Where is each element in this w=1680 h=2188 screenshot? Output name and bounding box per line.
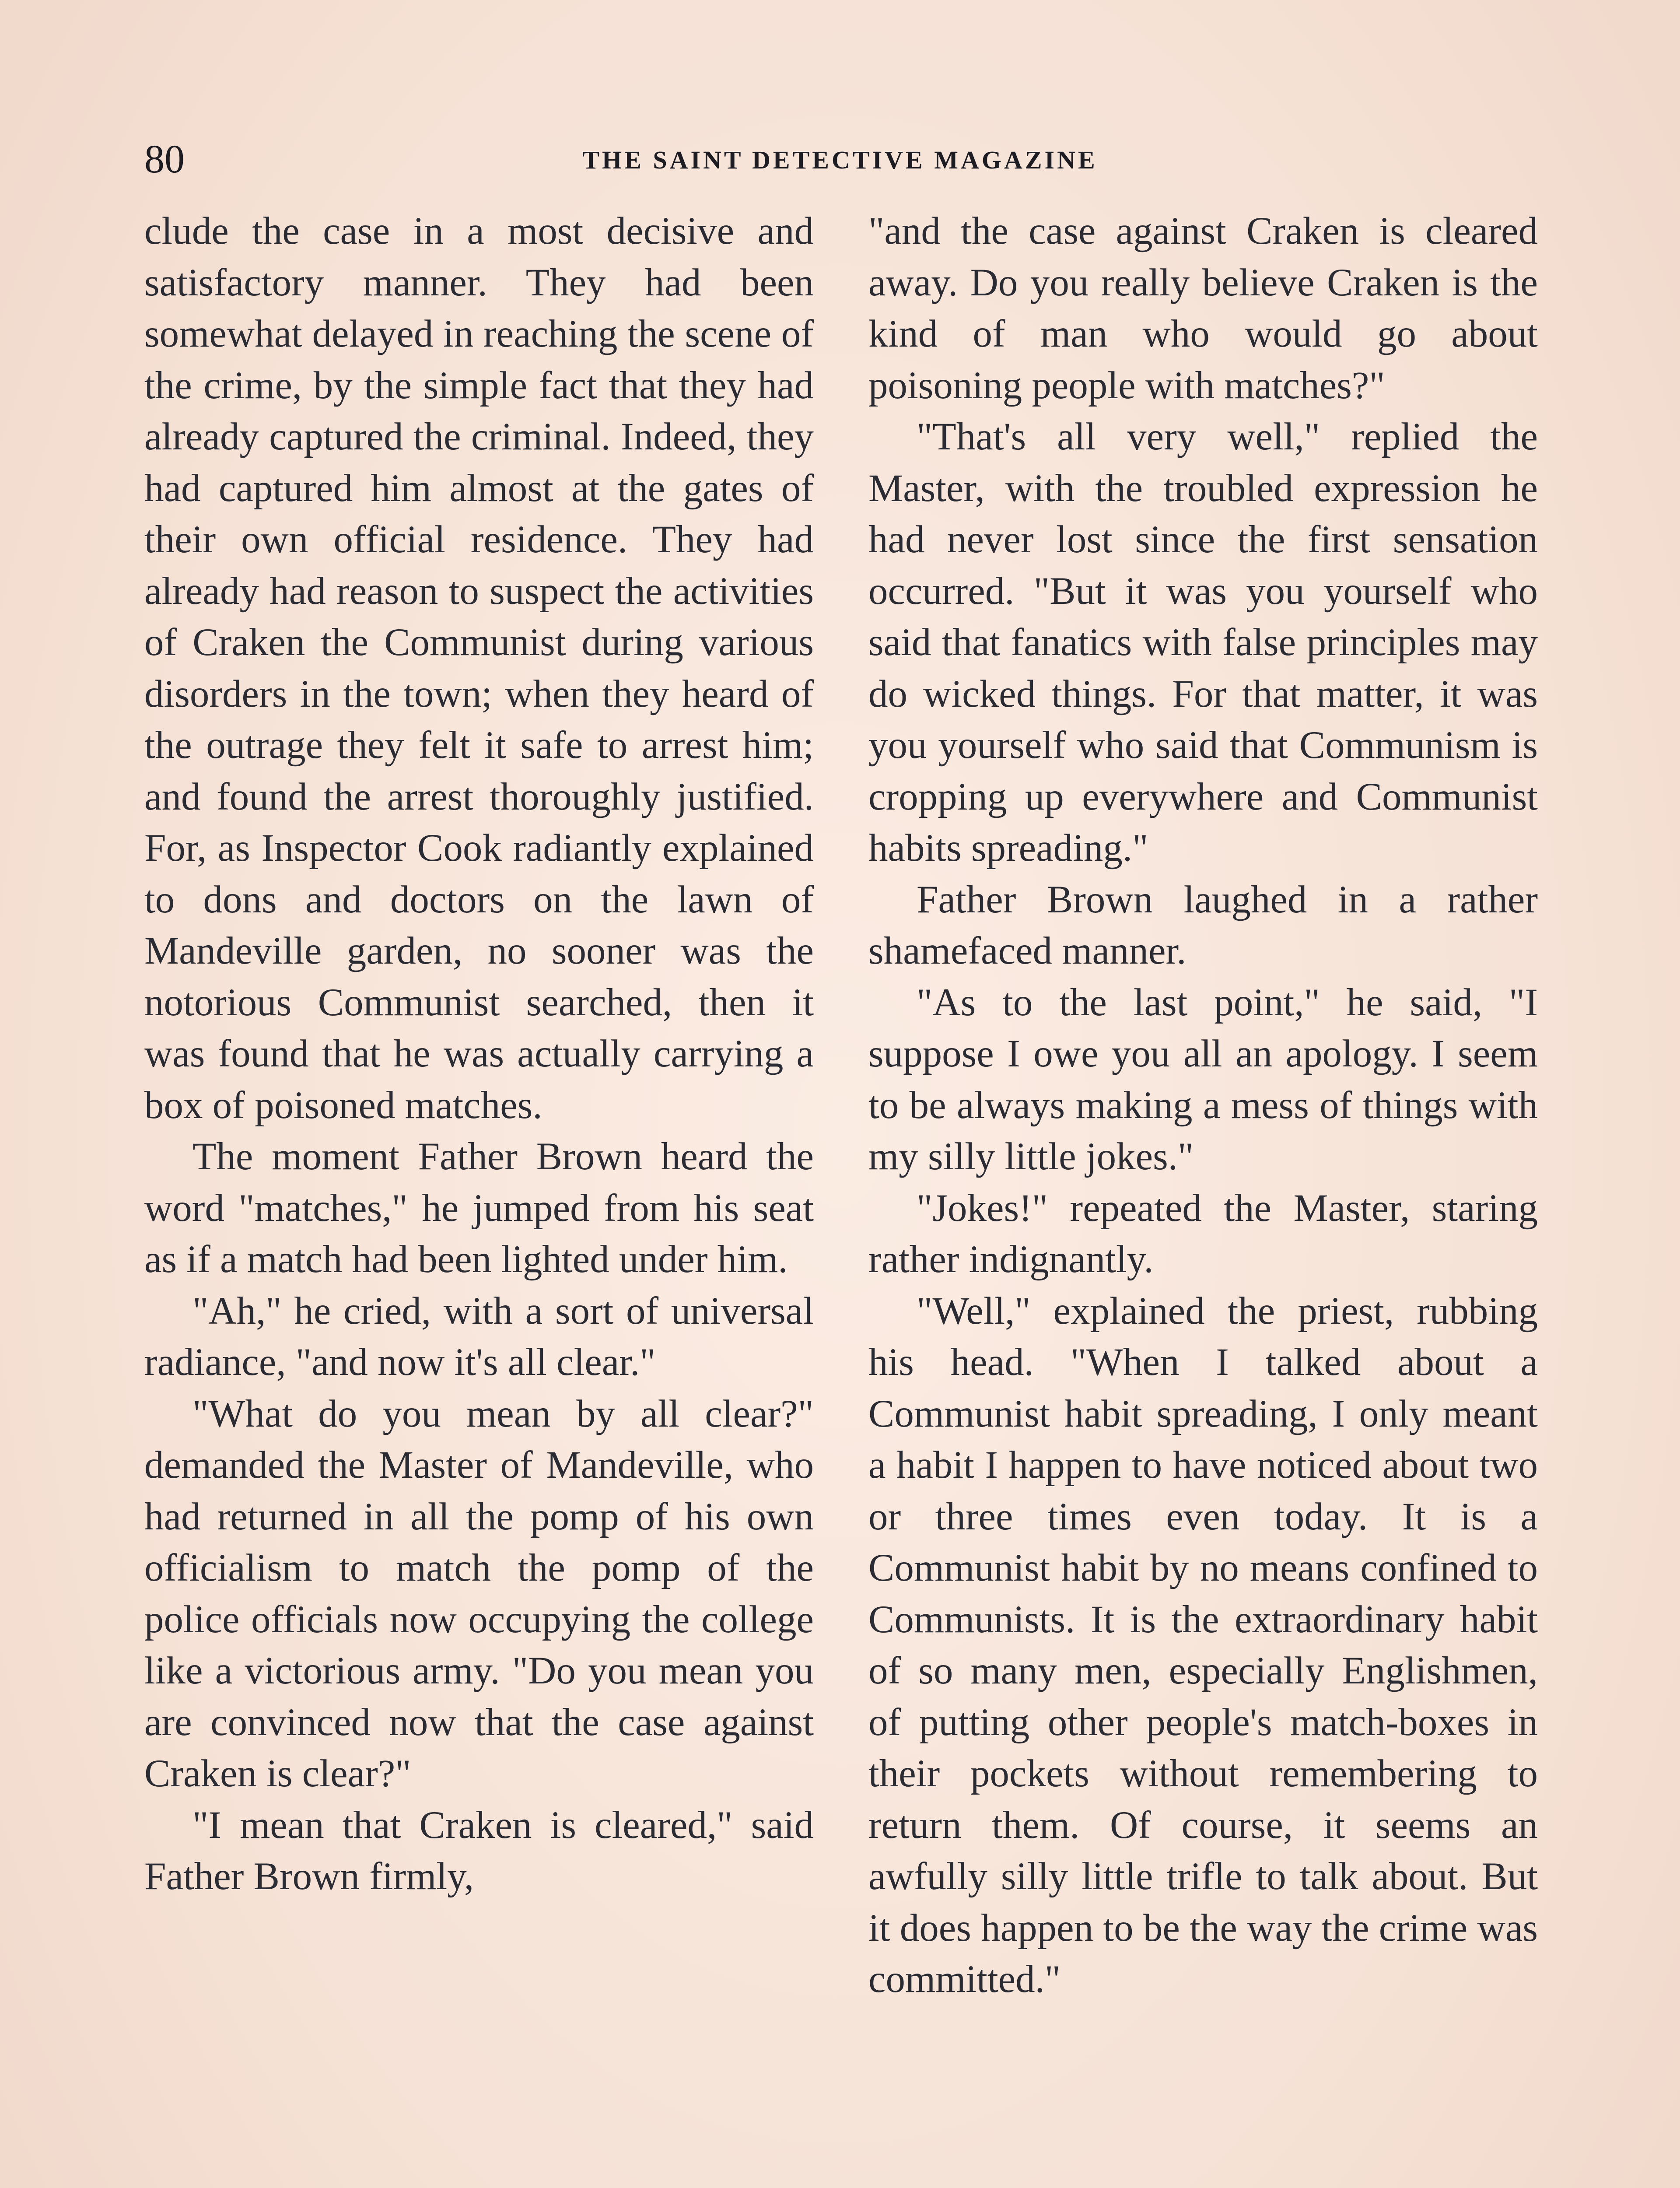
right-column [868,206,1538,2006]
paragraph: "What do you mean by all clear?" demanded the Master of Mandeville, who had returned in all the pomp of his own officialism to match the pomp of the police officials now occupying the college like a victorious army. "Do you mean you are convinced now that the case against Craken is clear?" [144,1392,814,1795]
running-head: THE SAINT DETECTIVE MAGAZINE [582,146,1098,174]
paragraph: "and the case against Craken is cleared away. Do you really believe Craken is the kind of man who would go about poisoning people with matches?" [868,210,1538,407]
paragraph: "As to the last point," he said, "I suppose I owe you all an apology. I seem to be always making a mess of things with my silly little jokes." [868,981,1538,1178]
paragraph: "Well," explained the priest, rubbing his head. "When I talked about a Communist habit spreading, I only meant a habit I happen to have noticed about two or three times even today. It is a Communist habit by no means confined to Communists. It is the extraordinary habit of so many men, especially Englishmen, of putting other people's match-boxes in their pockets without remembering to return them. Of course, it seems an awfully silly little trifle to talk about. But it does happen to be the way the crime was committed." [868,1289,1538,2001]
page-number: 80 [144,137,185,181]
paragraph: The moment Father Brown heard the word "matches," he jumped from his seat as if a match had been lighted under him. [144,1135,814,1281]
page-header [144,136,1536,184]
left-column [144,206,814,1903]
paragraph: Father Brown laughed in a rather shamefaced manner. [868,878,1538,972]
paragraph: "Ah," he cried, with a sort of universal radiance, "and now it's all clear." [144,1289,814,1384]
paragraph: "That's all very well," replied the Master, with the troubled expression he had never lost since the first sensation occurred. "But it was you yourself who said that fanatics with false principles may do wicked things. For that matter, it was you yourself who said that Communism is cropping up everywhere and Communist habits spreading." [868,415,1538,870]
paragraph: "I mean that Craken is cleared," said Father Brown firmly, [144,1803,814,1898]
paragraph: "Jokes!" repeated the Master, staring rather indignantly. [868,1186,1538,1281]
paragraph: clude the case in a most decisive and satisfactory manner. They had been somewhat delayed in reaching the scene of the crime, by the simple fact that they had already captured the criminal. Indeed, they had captured him almost at the gates of their own official residence. They had already had reason to suspect the activities of Craken the Communist during various disorders in the town; when they heard of the outrage they felt it safe to arrest him; and found the arrest thoroughly justified. For, as Inspector Cook radiantly explained to dons and doctors on the lawn of Mandeville garden, no sooner was the notorious Communist searched, then it was found that he was actually carrying a box of poisoned matches. [144,210,814,1127]
